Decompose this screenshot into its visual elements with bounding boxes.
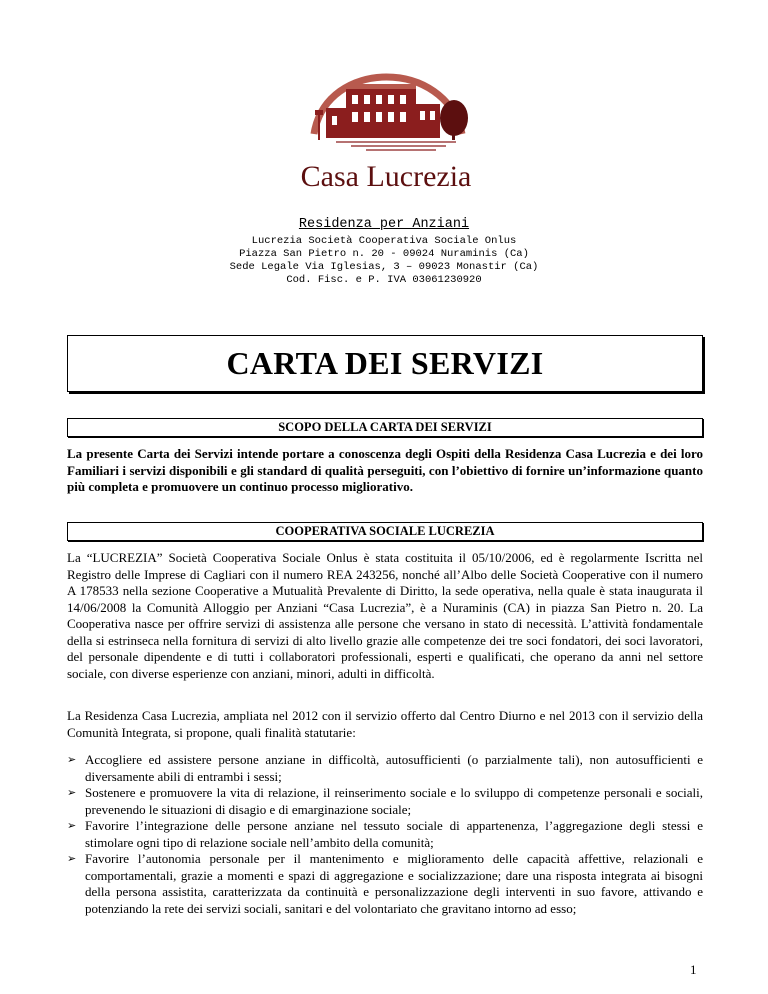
logo-text: Casa Lucrezia <box>300 160 472 193</box>
header-line-company: Lucrezia Società Cooperativa Sociale Onlus <box>251 235 517 247</box>
list-item-text: Favorire l’integrazione delle persone anziane nel tessuto sociale di appartenenza, l’aggregazione degli stessi e stimolare ogni tipo di relazione sociale nell’ambito della comunità; <box>85 818 703 850</box>
header-title: Residenza per Anziani <box>298 217 470 232</box>
cooperative-paragraph: La “LUCREZIA” Società Cooperativa Sociale Onlus è stata costituita il 05/10/2006, ed è regolarmente Iscritta nel Registro delle Imprese di Cagliari con il numero REA 243256, nonché all’Albo delle Società Cooperative con il numero A 178533 nella sezione Cooperative a Mutualità Prevalente di Diritto, la sede operativa, nella quale è stata inaugurata il 14/06/2008 la Comunità Alloggio per Anziani “Casa Lucrezia”, è a Nuraminis (CA) in piazza San Pietro n. 20. La Cooperativa nasce per offrire servizi di assistenza alle persone che versano in stato di necessità. L’attività fondamentale della si estrinseca nella fornitura di servizi di alto livello grazie alle competenze dei tre soci fondatori, dei soci lavoratori, del personale dipendente e di tutti i collaboratori professionali, esperti e qualificati, che operano da anni nel settore sociale, con diverse esperienze con anziani, minori, adulti in difficoltà. <box>67 550 703 681</box>
list-item-text: Accogliere ed assistere persone anziane in difficoltà, autosufficienti (o parzialmente tali), non autosufficienti e diversamente abili di entrambi i sessi; <box>85 752 703 784</box>
purpose-paragraph: La presente Carta dei Servizi intende portare a conoscenza degli Ospiti della Residenza Casa Lucrezia e dei loro Familiari i servizi disponibili e gli standard di qualità perseguiti, con l’obiettivo di fornire un’informazione quanto più completa e promuovere un continuo processo migliorativo. <box>67 446 703 494</box>
casa-lucrezia-logo <box>296 48 476 198</box>
list-item-text: Sostenere e promuovere la vita di relazione, il reinserimento sociale e lo sviluppo di competenze personali e sociali, prevenendo le situazioni di disagio e di emarginazione sociale; <box>85 785 703 817</box>
arrow-right-icon: ➢ <box>67 753 77 766</box>
page-title: CARTA DEI SERVIZI <box>67 335 703 392</box>
section-heading-purpose: SCOPO DELLA CARTA DEI SERVIZI <box>67 418 703 437</box>
header-line-address: Piazza San Pietro n. 20 - 09024 Nuraminis (Ca) <box>239 248 529 260</box>
residence-paragraph: La Residenza Casa Lucrezia, ampliata nel 2012 con il servizio offerto dal Centro Diurno e nel 2013 con il servizio della Comunità Integrata, si propone, quali finalità statutarie: <box>67 708 703 740</box>
arrow-right-icon: ➢ <box>67 852 77 865</box>
list-item-text: Favorire l’autonomia personale per il mantenimento e miglioramento delle capacità affettive, relazionali e comportamentali, grazie a momenti e spazi di aggregazione e socializzazione; dare una risposta integrata ai bisogni della persona assistita, caratterizzata da continuità e personalizzazione degli interventi in suo favore, attivando e potenziando la rete dei servizi sociali, sanitari e del volontariato che gravitano intorno ad esso; <box>85 851 703 916</box>
arrow-right-icon: ➢ <box>67 786 77 799</box>
header-line-legal-seat: Sede Legale Via Iglesias, 3 – 09023 Monastir (Ca) <box>229 261 539 273</box>
organization-header <box>0 216 768 287</box>
list-item <box>67 851 703 917</box>
header-line-tax-code: Cod. Fisc. e P. IVA 03061230920 <box>286 274 482 286</box>
list-item <box>67 818 703 851</box>
list-item <box>67 752 703 785</box>
list-item <box>67 785 703 818</box>
goals-list <box>67 752 703 917</box>
logo-graphic <box>296 48 476 198</box>
section-heading-cooperative: COOPERATIVA SOCIALE LUCREZIA <box>67 522 703 541</box>
page-number: 1 <box>690 962 697 977</box>
arrow-right-icon: ➢ <box>67 819 77 832</box>
